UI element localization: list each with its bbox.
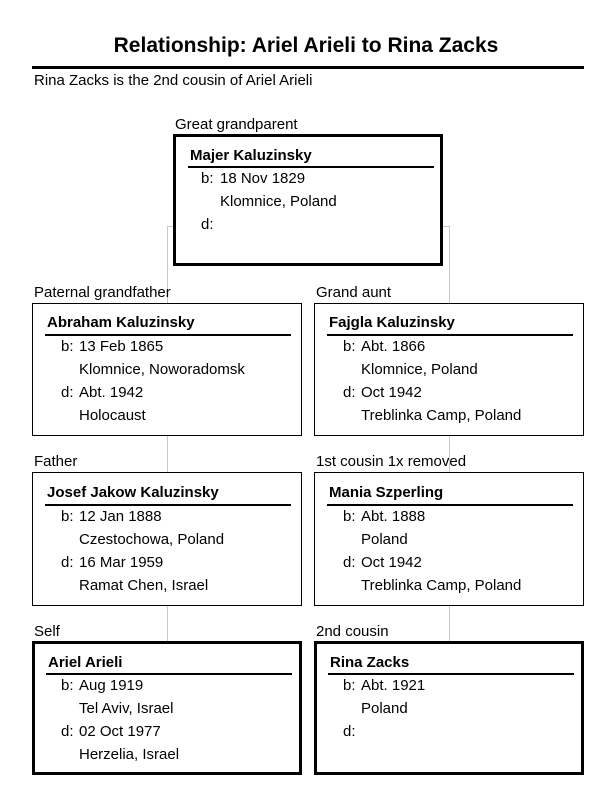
person-card-first-cousin-once-removed[interactable] (314, 472, 584, 606)
death-date: Oct 1942 (361, 384, 422, 401)
connector-line (167, 605, 168, 642)
birth-place: Czestochowa, Poland (79, 531, 225, 548)
birth-place: Klomnice, Poland (361, 361, 478, 378)
person-name: Fajgla Kaluzinsky (329, 314, 455, 331)
person-name: Abraham Kaluzinsky (47, 314, 195, 331)
death-place: Treblinka Camp, Poland (361, 577, 522, 594)
person-card-paternal-grandfather[interactable] (32, 303, 302, 436)
generation-label: Grand aunt (316, 284, 392, 301)
death-date: 02 Oct 1977 (79, 723, 161, 740)
birth-place: Poland (361, 700, 408, 717)
person-name: Rina Zacks (330, 654, 410, 671)
page-title: Relationship: Ariel Arieli to Rina Zacks (113, 34, 499, 57)
generation-label: 1st cousin 1x removed (316, 453, 467, 470)
person-name: Josef Jakow Kaluzinsky (47, 484, 219, 501)
death-date: 16 Mar 1959 (79, 554, 164, 571)
death-place: Holocaust (79, 407, 146, 424)
death-label: d: (343, 384, 356, 401)
death-label: d: (61, 554, 74, 571)
death-date: Oct 1942 (361, 554, 422, 571)
birth-date: 18 Nov 1829 (220, 170, 306, 187)
person-name: Majer Kaluzinsky (190, 147, 312, 164)
birth-place: Klomnice, Poland (220, 193, 337, 210)
generation-label: Self (34, 623, 60, 640)
connector-line (449, 226, 450, 304)
name-underline (188, 166, 434, 168)
person-name: Ariel Arieli (48, 654, 123, 671)
birth-date: 12 Jan 1888 (79, 508, 162, 525)
birth-place: Klomnice, Noworadomsk (79, 361, 245, 378)
death-label: d: (201, 216, 214, 233)
generation-label: Father (34, 453, 78, 470)
name-underline (45, 334, 291, 336)
death-place: Treblinka Camp, Poland (361, 407, 522, 424)
birth-date: Abt. 1888 (361, 508, 426, 525)
name-underline (327, 334, 573, 336)
birth-label: b: (201, 170, 214, 187)
birth-label: b: (343, 677, 356, 694)
name-underline (45, 504, 291, 506)
death-label: d: (61, 723, 74, 740)
death-label: d: (343, 723, 356, 740)
connector-line (449, 605, 450, 642)
person-name: Mania Szperling (329, 484, 444, 501)
birth-date: Aug 1919 (79, 677, 144, 694)
name-underline (327, 504, 573, 506)
person-card-father[interactable] (32, 472, 302, 606)
birth-label: b: (61, 677, 74, 694)
relationship-summary: Rina Zacks is the 2nd cousin of Ariel Arieli (34, 72, 313, 89)
generation-label: Paternal grandfather (34, 284, 171, 301)
name-underline (328, 673, 574, 675)
person-card-second-cousin[interactable] (314, 641, 584, 775)
death-place: Herzelia, Israel (79, 746, 180, 763)
generation-label: Great grandparent (175, 116, 298, 133)
title-divider (32, 66, 584, 69)
birth-label: b: (343, 508, 356, 525)
birth-label: b: (61, 338, 74, 355)
birth-label: b: (61, 508, 74, 525)
death-date: Abt. 1942 (79, 384, 144, 401)
birth-place: Poland (361, 531, 408, 548)
person-card-self[interactable] (32, 641, 302, 775)
person-card-great-grandparent[interactable] (173, 134, 443, 266)
birth-date: Abt. 1921 (361, 677, 426, 694)
connector-line (167, 435, 168, 473)
birth-label: b: (343, 338, 356, 355)
death-label: d: (343, 554, 356, 571)
death-label: d: (61, 384, 74, 401)
name-underline (46, 673, 292, 675)
person-card-grand-aunt[interactable] (314, 303, 584, 436)
generation-label: 2nd cousin (316, 623, 389, 640)
death-place: Ramat Chen, Israel (79, 577, 209, 594)
birth-date: Abt. 1866 (361, 338, 426, 355)
birth-date: 13 Feb 1865 (79, 338, 164, 355)
birth-place: Tel Aviv, Israel (79, 700, 174, 717)
